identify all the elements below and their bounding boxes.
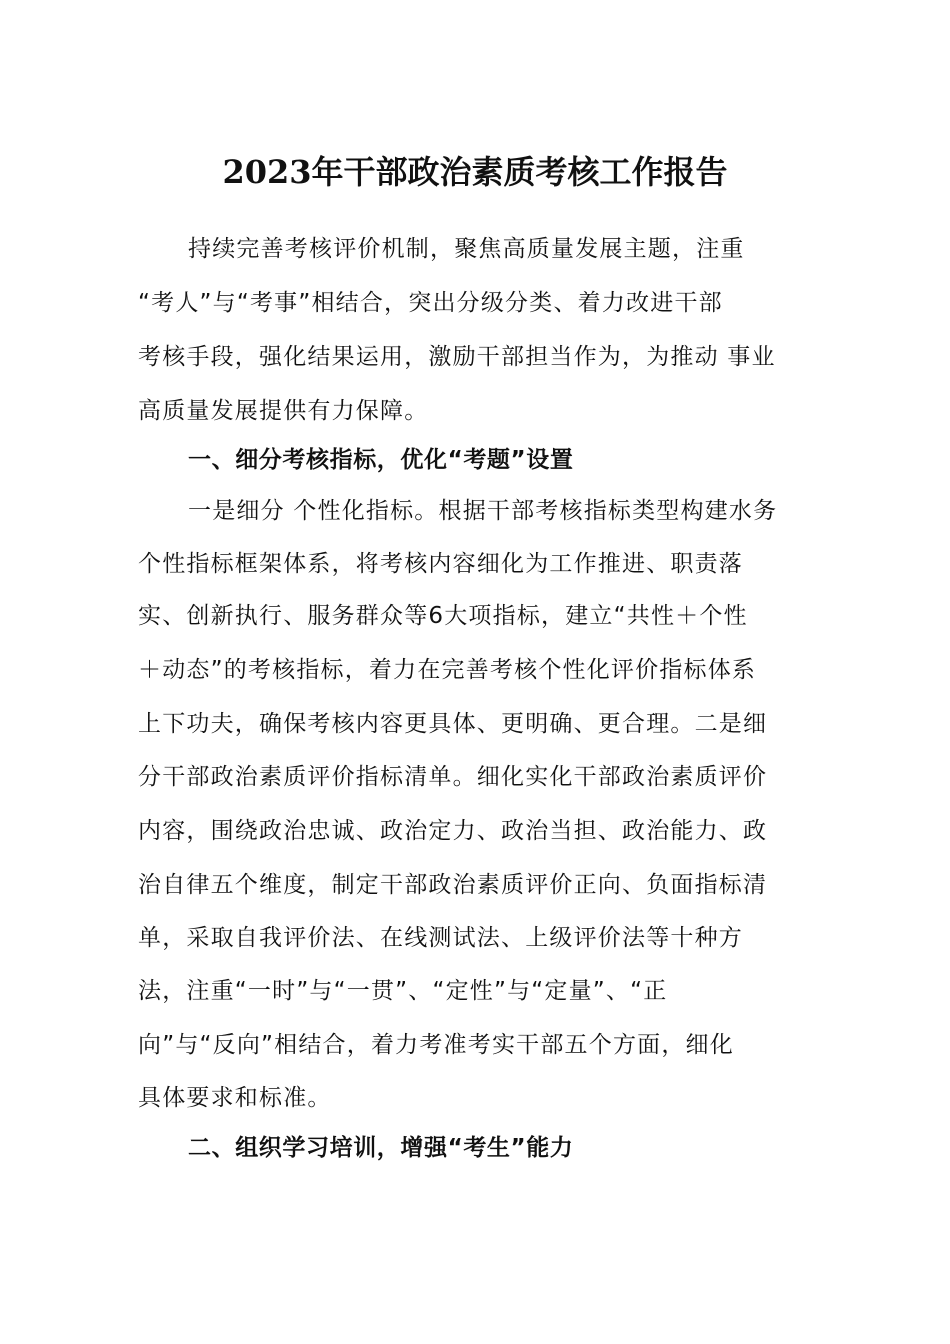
section-1-line-9: 单，采取自我评价法、在线测试法、上级评价法等十种方 <box>138 925 743 951</box>
intro-line-1: 持续完善考核评价机制，聚焦高质量发展主题，注重 <box>188 236 745 262</box>
document-title: 2023年干部政治素质考核工作报告 <box>222 153 728 191</box>
section-1-line-2: 个性指标框架体系，将考核内容细化为工作推进、职责落 <box>138 551 743 577</box>
intro-line-3: 考核手段，强化结果运用，激励干部担当作为，为推动 事业 <box>138 344 776 370</box>
section-1-line-7: 内容，围绕政治忠诚、政治定力、政治当担、政治能力、政 <box>138 818 768 844</box>
section-1-line-3: 实、创新执行、服务群众等6大项指标，建立“共性＋个性 <box>138 603 748 629</box>
section-1-line-8: 治自律五个维度，制定干部政治素质评价正向、负面指标清 <box>138 872 768 898</box>
section-1-line-4: ＋动态”的考核指标，着力在完善考核个性化评价指标体系 <box>138 657 757 683</box>
section-2-heading: 二、组织学习培训，增强“考生”能力 <box>188 1135 574 1161</box>
section-1-line-10: 法，注重“一时”与“一贯”、“定性”与“定量”、“正 <box>138 978 668 1004</box>
section-1-heading: 一、细分考核指标，优化“考题”设置 <box>188 447 574 473</box>
section-1-line-11: 向”与“反向”相结合，着力考准考实干部五个方面，细化 <box>138 1032 734 1058</box>
section-1-line-12: 具体要求和标准。 <box>138 1085 332 1111</box>
section-1-line-1: 一是细分 个性化指标。根据干部考核指标类型构建水务 <box>188 498 778 524</box>
intro-line-2: “考人”与“考事”相结合，突出分级分类、着力改进干部 <box>138 290 723 316</box>
section-1-line-6: 分干部政治素质评价指标清单。细化实化干部政治素质评价 <box>138 764 768 790</box>
intro-line-4: 高质量发展提供有力保障。 <box>138 398 429 424</box>
section-1-line-5: 上下功夫，确保考核内容更具体、更明确、更合理。二是细 <box>138 711 768 737</box>
